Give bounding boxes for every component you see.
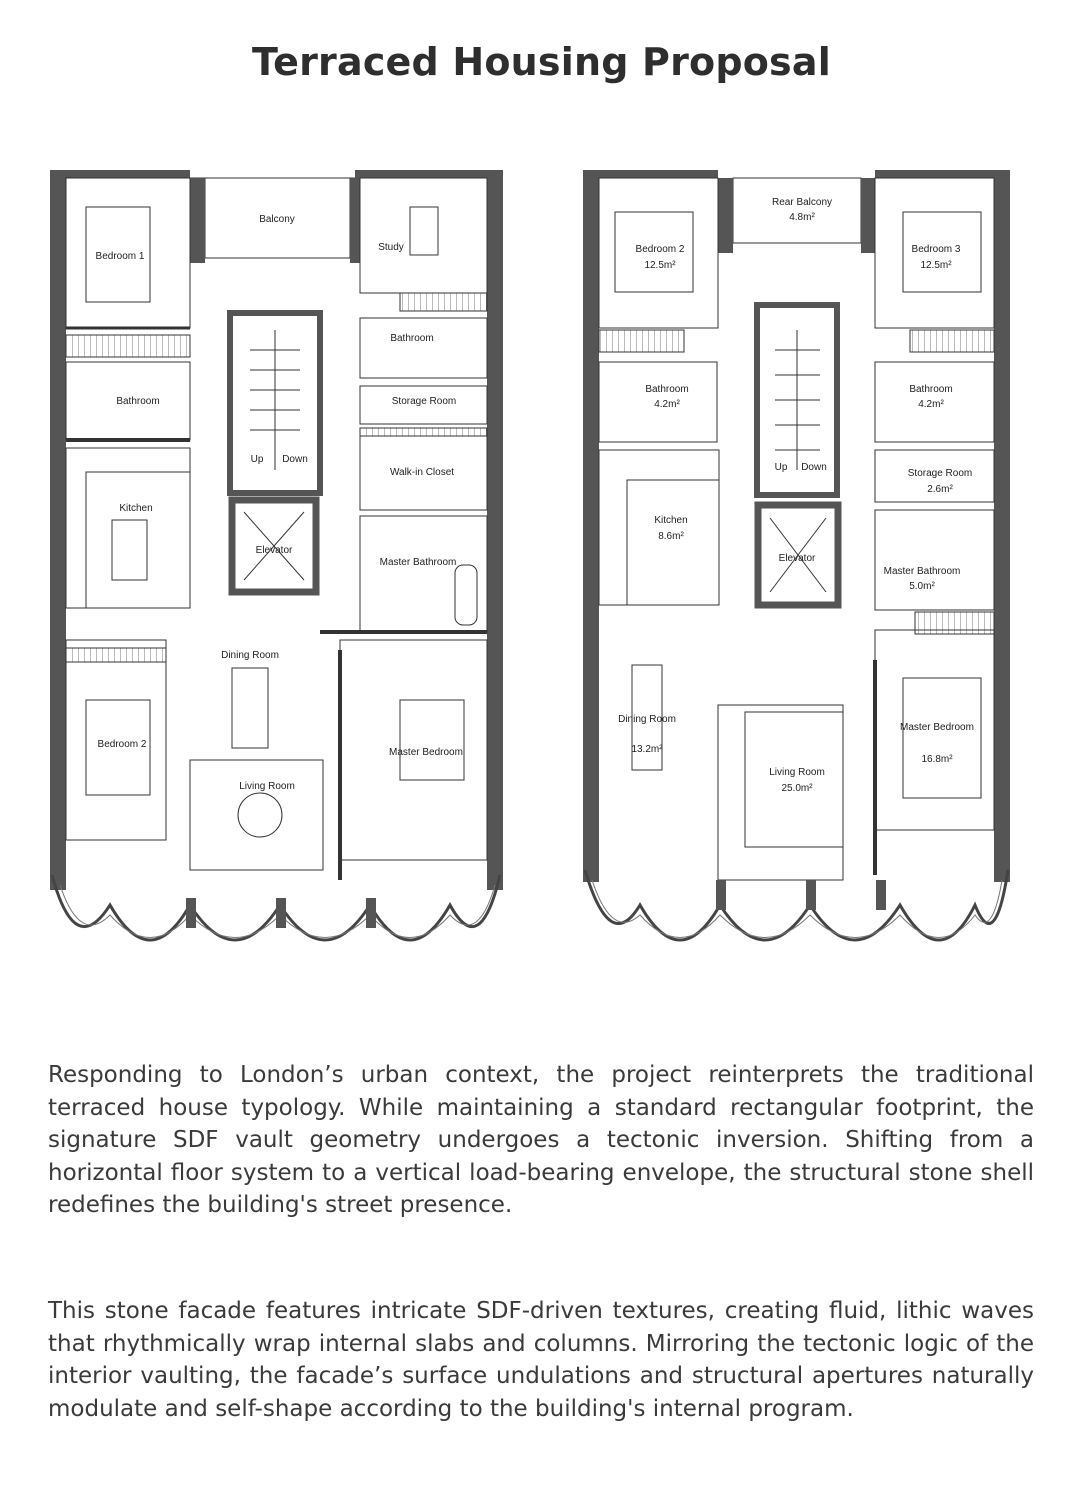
room-label: Master Bathroom <box>379 557 457 568</box>
floor-plans-drawing <box>0 150 1083 1010</box>
room-label: Kitchen <box>654 515 688 526</box>
room-label: Bedroom 1 <box>95 251 145 262</box>
room-label: Walk-in Closet <box>389 467 455 478</box>
room-label: Study <box>378 242 404 253</box>
room-area: 16.8m² <box>921 754 953 765</box>
room-label: Elevator <box>255 545 293 556</box>
room-label: Bathroom <box>645 384 689 395</box>
room-label: Elevator <box>778 553 816 564</box>
room-label: Kitchen <box>119 503 153 514</box>
room-label: Living Room <box>769 767 825 778</box>
room-label: Up <box>774 462 788 473</box>
room-label: Bathroom <box>909 384 953 395</box>
room-label: Living Room <box>239 781 295 792</box>
room-label: Storage Room <box>907 468 973 479</box>
room-area: 8.6m² <box>658 531 684 542</box>
room-label: Bedroom 3 <box>911 244 961 255</box>
room-area: 12.5m² <box>920 260 952 271</box>
room-label: Bathroom <box>390 333 434 344</box>
description-paragraph-1: Responding to London’s urban context, the project reinterprets the traditional terraced house typology. While maintaining a standard rectangular footprint, the signature SDF vault geometry undergoes a tectonic inversion. Shifting from a horizontal floor system to a vertical load-bearing envelope, the structural stone shell redefines the building's street presence. <box>48 1062 1034 1218</box>
room-area: 4.2m² <box>654 399 680 410</box>
room-area: 25.0m² <box>781 783 813 794</box>
room-area: 12.5m² <box>644 260 676 271</box>
room-label: Storage Room <box>391 396 457 407</box>
room-area: 13.2m² <box>631 744 663 755</box>
room-label: Master Bedroom <box>389 747 463 758</box>
description-paragraph-2: This stone facade features intricate SDF-driven textures, creating fluid, lithic waves that rhythmically wrap internal slabs and columns. Mirroring the tectonic logic of the interior vaulting, the facade’s surface undulations and structural apertures naturally modulate and self-shape according to the building's internal program. <box>48 1298 1034 1422</box>
room-label: Rear Balcony <box>771 197 833 208</box>
room-label: Master Bathroom <box>883 566 961 577</box>
room-area: 5.0m² <box>909 581 935 592</box>
room-label: Balcony <box>259 214 295 225</box>
room-area: 4.2m² <box>918 399 944 410</box>
room-label: Master Bedroom <box>900 722 974 733</box>
room-label: Down <box>282 454 308 465</box>
room-label: Dining Room <box>221 650 279 661</box>
room-label: Bedroom 2 <box>97 739 147 750</box>
room-label: Dining Room <box>618 714 676 725</box>
room-area: 4.8m² <box>789 212 815 223</box>
page-title: Terraced Housing Proposal <box>252 40 831 84</box>
room-label: Down <box>801 462 827 473</box>
room-label: Bedroom 2 <box>635 244 685 255</box>
room-area: 2.6m² <box>927 484 953 495</box>
room-label: Up <box>250 454 264 465</box>
room-label: Bathroom <box>116 396 160 407</box>
